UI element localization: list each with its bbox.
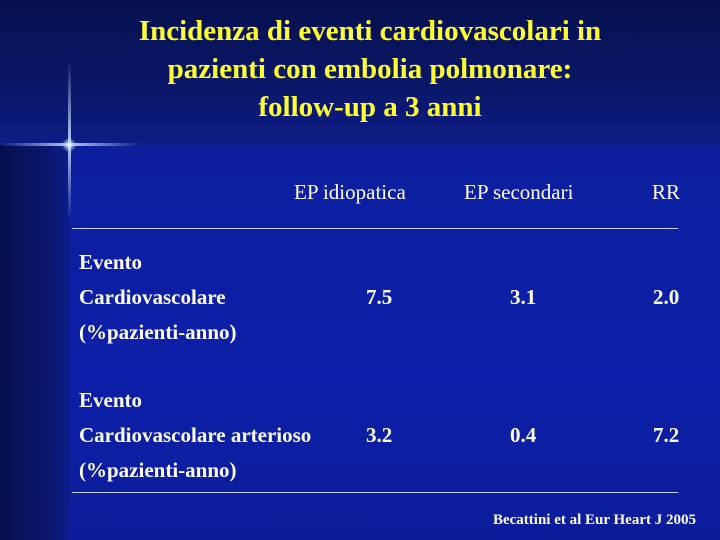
row-2-ep-idiopatica-value: 3.2	[366, 423, 393, 447]
row-2-ep-secondari-value: 0.4	[510, 423, 537, 447]
row-2-label-line-1: Evento	[79, 388, 142, 412]
row-1-label-line-1: Evento	[79, 250, 142, 274]
title-line-1: Incidenza di eventi cardiovascolari in	[138, 15, 602, 47]
row-1-label-line-3: (%pazienti-anno)	[79, 320, 237, 344]
column-header-ep-secondari: EP secondari	[464, 180, 574, 204]
row-2-rr-value: 7.2	[653, 423, 680, 447]
source-citation: Becattini et al Eur Heart J 2005	[492, 512, 696, 528]
slide-title	[60, 12, 680, 126]
title-line-3: follow-up a 3 anni	[258, 91, 482, 123]
title-line-2: pazienti con embolia polmonare:	[167, 53, 573, 85]
row-1-ep-secondari-value: 3.1	[510, 285, 537, 309]
footer-divider	[72, 492, 678, 493]
left-band	[0, 145, 70, 540]
row-1-label-line-2: Cardiovascolare	[79, 285, 226, 309]
header-divider	[72, 228, 678, 229]
row-2-label-line-2: Cardiovascolare arterioso	[79, 423, 312, 447]
column-header-rr: RR	[652, 180, 681, 204]
row-1-ep-idiopatica-value: 7.5	[366, 285, 393, 309]
row-1-rr-value: 2.0	[653, 285, 680, 309]
column-header-ep-idiopatica: EP idiopatica	[294, 180, 406, 204]
row-2-label-line-3: (%pazienti-anno)	[79, 458, 237, 482]
sparkle-star-icon	[62, 138, 76, 152]
